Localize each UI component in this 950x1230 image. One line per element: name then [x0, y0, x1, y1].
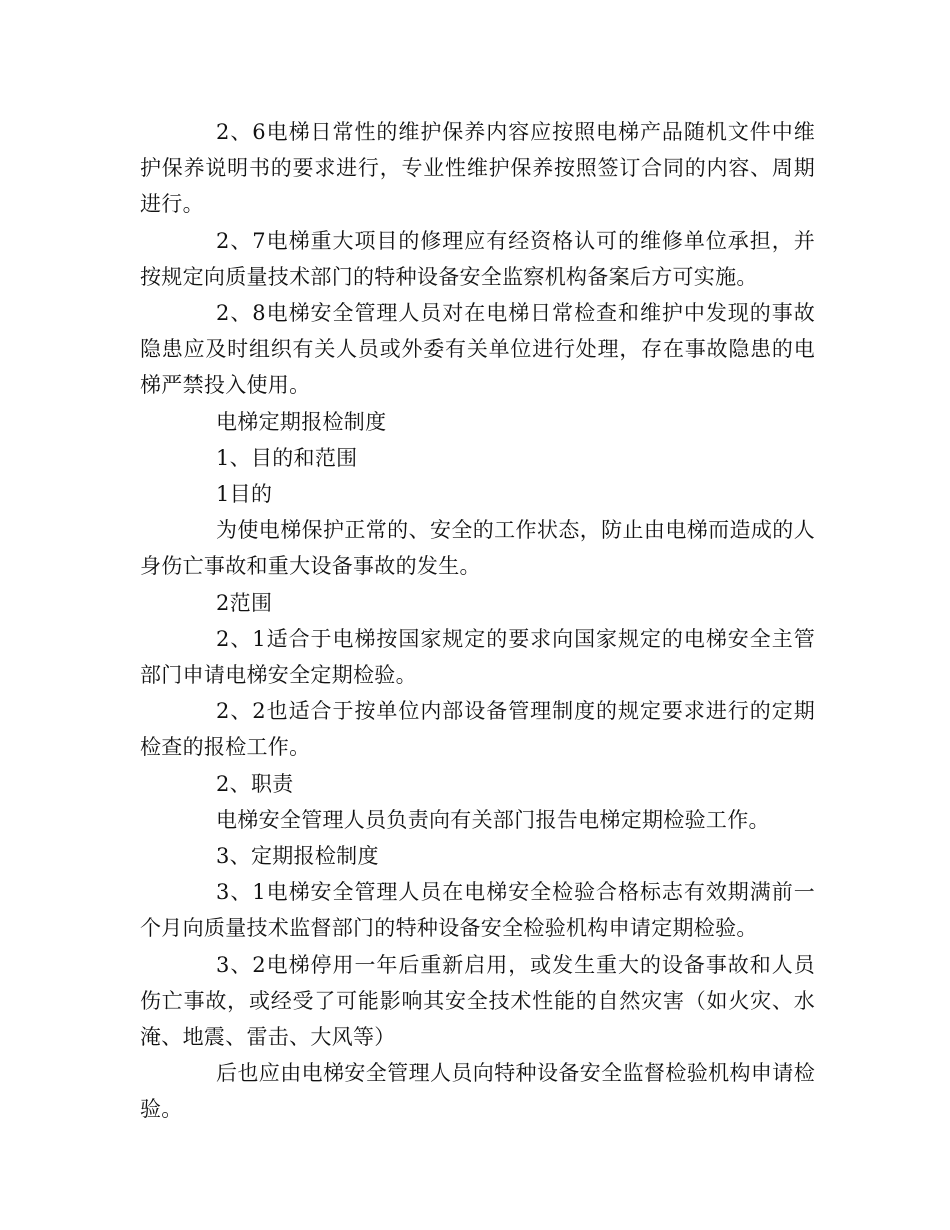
paragraph-scope-2-2: 2、2也适合于按单位内部设备管理制度的规定要求进行的定期检查的报检工作。: [140, 699, 815, 760]
paragraph-responsibilities: 电梯安全管理人员负责向有关部门报告电梯定期检验工作。: [216, 807, 770, 832]
paragraph-2-8-hazard-handling: 2、8电梯安全管理人员对在电梯日常检查和维护中发现的事故隐患应及时组织有关人员或外委有关单位进行处理，存在事故隐患的电梯严禁投入使用。: [140, 301, 815, 398]
paragraph-scope-2-1: 2、1适合于电梯按国家规定的要求向国家规定的电梯安全主管部门申请电梯安全定期检验。: [140, 626, 815, 688]
heading-responsibilities: 2、职责: [216, 771, 294, 796]
document-body: [140, 114, 815, 1128]
paragraph-purpose: 为使电梯保护正常的、安全的工作状态，防止由电梯而造成的人身伤亡事故和重大设备事故的发生。: [140, 518, 815, 579]
section-title-periodic-inspection: 电梯定期报检制度: [216, 409, 387, 434]
paragraph-rule-3-1: 3、1电梯安全管理人员在电梯安全检验合格标志有效期满前一个月向质量技术监督部门的特种设备安全检验机构申请定期检验。: [140, 880, 815, 941]
subheading-purpose: 1目的: [216, 482, 273, 507]
subheading-scope: 2范围: [216, 590, 273, 615]
paragraph-2-6-maintenance: 2、6电梯日常性的维护保养内容应按照电梯产品随机文件中维护保养说明书的要求进行，专业性维护保养按照签订合同的内容、周期进行。: [140, 120, 815, 217]
paragraph-rule-3-2: 3、2电梯停用一年后重新启用，或发生重大的设备事故和人员伤亡事故，或经受了可能影响其安全技术性能的自然灾害（如火灾、水淹、地震、雷击、大风等）: [140, 952, 815, 1050]
heading-periodic-inspection-rules: 3、定期报检制度: [216, 844, 379, 869]
paragraph-rule-3-2-continued: 后也应由电梯安全管理人员向特种设备安全监督检验机构申请检验。: [140, 1061, 815, 1122]
heading-purpose-and-scope: 1、目的和范围: [216, 445, 358, 470]
paragraph-2-7-major-repair: 2、7电梯重大项目的修理应有经资格认可的维修单位承担，并按规定向质量技术部门的特种设备安全监察机构备案后方可实施。: [140, 228, 815, 289]
